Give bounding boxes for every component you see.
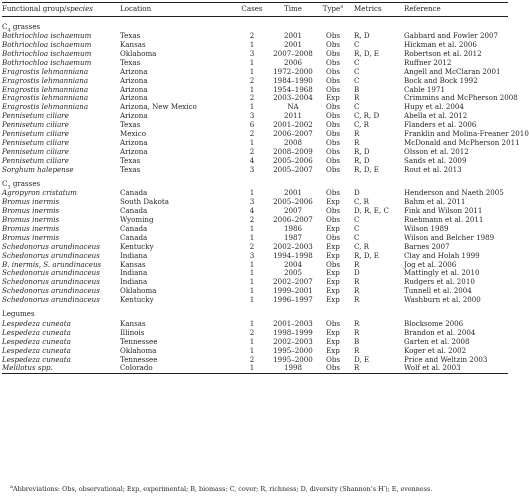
cell-time: 2001 [283,188,303,198]
cell-cases: 1 [249,57,255,67]
cell-species: Melilotus spp. [2,363,53,373]
cell-metrics: D, E [354,354,370,364]
cell-location: Colorado [120,363,153,373]
cell-reference: Barnes 2007 [404,241,450,251]
cell-type: Exp [326,93,340,103]
cell-metrics: R [354,345,360,355]
cell-species: Pennisetum ciliare [2,120,69,130]
group-row [2,305,508,320]
cell-type: Obs [326,319,340,329]
cell-cases: 1 [249,295,255,305]
cell-location: Canada [120,224,148,233]
cell-metrics: C, R [354,120,370,130]
cell-time: 1987 [283,232,303,242]
cell-reference: Price and Weltzin 2003 [404,354,488,364]
cell-metrics: R, D, E [354,48,379,58]
cell-location: Arizona [120,93,148,103]
cell-type: Obs [326,188,340,198]
cell-metrics: C [354,40,360,50]
cell-type: Obs [326,259,340,269]
group-label: $C_4$ grasses [2,21,41,33]
cell-species: Pennisetum ciliare [2,155,69,165]
cell-metrics: R [354,259,360,269]
cell-cases: 1 [249,188,255,198]
cell-species: Schedonorus arundinaceus [2,277,100,287]
cell-location: Texas [120,120,141,130]
cell-species: Lespedeza cuneata [2,336,71,346]
cell-metrics: B [354,336,360,346]
cell-cases: 1 [249,232,255,242]
cell-cases: 1 [249,286,255,296]
cell-location: Canada [120,232,148,242]
cell-time: 1998–1999 [273,327,313,337]
cell-reference: Crimmins and McPherson 2008 [404,93,518,103]
group-label: Legumes [2,309,35,319]
cell-species: Eragrostis lehmanniana [2,102,89,112]
cell-species: Lespedeza cuneata [2,327,71,337]
cell-type: Obs [326,40,340,50]
cell-cases: 1 [249,102,255,112]
cell-location: Indiana [120,250,148,260]
table-row [2,364,508,373]
cell-type: Exp [326,286,340,296]
cell-reference: Wilson 1989 [404,224,449,233]
cell-type: Obs [326,66,340,76]
cell-time: 1996–1997 [273,295,313,305]
cell-time: 1986 [283,224,303,233]
cell-time: 1994–1998 [273,250,313,260]
cell-type: Obs [326,146,340,156]
cell-type: Obs [326,31,340,41]
cell-time: 2001–2003 [273,319,313,329]
cell-time: 1999–2001 [273,286,313,296]
cell-reference: Wolf et al. 2003 [404,363,461,373]
cell-metrics: C [354,102,360,112]
cell-species: Eragrostis lehmanniana [2,66,89,76]
cell-reference: Hupy et al. 2004 [404,102,464,112]
cell-species: Schedonorus arundinaceus [2,286,100,296]
cell-type: Exp [326,241,340,251]
cell-species: Bromus inermis [2,215,60,225]
footnote: $^a$Abbreviations: Obs, observational; Exp, experimental; B, biomass; C, cover; R, richness; D, diversity (Shannon’s H′); E, evenness. [10,483,433,493]
cell-species: Eragrostis lehmanniana [2,84,89,94]
cell-location: Indiana [120,277,148,287]
cell-reference: Garten et al. 2008 [404,336,470,346]
cell-species: Pennisetum ciliare [2,146,69,156]
cell-time: 2004 [283,259,303,269]
cell-cases: 1 [249,40,255,50]
cell-metrics: R [354,137,360,147]
cell-location: Kansas [120,40,146,50]
cell-type: Obs [326,164,340,174]
cell-type: Exp [326,327,340,337]
cell-time: 1995–2000 [273,354,313,364]
cell-species: Lespedeza cuneata [2,354,71,364]
cell-metrics: R, D [354,146,370,156]
cell-metrics: R [354,277,360,287]
cell-metrics: D [354,268,360,278]
table-row [2,296,508,305]
cell-metrics: B [354,84,360,94]
cell-reference: Wilson and Belcher 1989 [404,232,495,242]
cell-cases: 2 [249,93,255,103]
header-type: Type$^a$ [322,3,344,14]
cell-species: B. inermis, S. arundinaceus [2,259,102,269]
cell-cases: 1 [249,137,255,147]
cell-species: Bromus inermis [2,224,60,233]
cell-species: Bromus inermis [2,232,60,242]
cell-type: Obs [326,354,340,364]
studies-table [2,2,529,374]
cell-type: Exp [326,345,340,355]
cell-metrics: C [354,224,360,233]
cell-location: Arizona [120,84,148,94]
cell-time: 2003–2004 [273,93,313,103]
cell-species: Pennisetum ciliare [2,111,69,121]
cell-cases: 2 [249,31,255,41]
cell-reference: Robertson et al. 2012 [404,48,482,58]
cell-type: Obs [326,137,340,147]
cell-type: Exp [326,277,340,287]
cell-metrics: C [354,57,360,67]
table-row [2,76,508,85]
cell-time: 2005–2006 [273,197,313,207]
cell-reference: Koger et al. 2002 [404,345,467,355]
cell-reference: Hickman et al. 2006 [404,40,477,50]
cell-time: NA [287,102,299,112]
cell-location: Kansas [120,319,146,329]
cell-time: 1995–2000 [273,345,313,355]
cell-species: Bromus inermis [2,206,60,216]
cell-cases: 1 [249,336,255,346]
cell-species: Schedonorus arundinaceus [2,250,100,260]
cell-reference: Tunnell et al. 2004 [404,286,472,296]
cell-location: Tennessee [120,336,158,346]
cell-reference: Clay and Holah 1999 [404,250,480,260]
cell-type: Exp [326,336,340,346]
cell-species: Schedonorus arundinaceus [2,268,100,278]
cell-species: Pennisetum ciliare [2,128,69,138]
cell-cases: 1 [249,277,255,287]
cell-type: Obs [326,363,340,373]
cell-location: Arizona [120,66,148,76]
cell-reference: Jog et al. 2006 [404,259,457,269]
cell-cases: 2 [249,327,255,337]
cell-cases: 2 [249,241,255,251]
cell-type: Exp [326,295,340,305]
cell-species: Eragrostis lehmanniana [2,75,89,85]
group-row [2,174,508,189]
cell-time: 2007 [283,206,303,216]
cell-metrics: R, D [354,31,370,41]
cell-time: 2006 [283,57,303,67]
cell-time: 2008 [283,137,303,147]
cell-reference: Olsson et al. 2012 [404,146,469,156]
cell-species: Sorghum halepense [2,164,74,174]
header-cases: Cases [241,4,263,14]
cell-reference: Bahm et al. 2011 [404,197,466,207]
cell-type: Obs [326,75,340,85]
cell-reference: Blocksome 2006 [404,319,464,329]
cell-reference: Henderson and Naeth 2005 [404,188,504,198]
cell-reference: Flanders et al. 2006 [404,120,477,130]
cell-species: Agropyron cristatum [2,188,77,198]
cell-cases: 4 [249,155,255,165]
cell-type: Obs [326,48,340,58]
cell-location: Arizona, New Mexico [120,102,197,112]
cell-cases: 2 [249,146,255,156]
cell-location: Illinois [120,327,145,337]
cell-reference: Ruffner 2012 [404,57,452,67]
cell-time: 2008–2009 [273,146,313,156]
cell-metrics: C, R, D [354,111,380,121]
cell-cases: 1 [249,319,255,329]
cell-cases: 3 [249,197,255,207]
cell-location: Texas [120,57,141,67]
cell-time: 2002–2007 [273,277,313,287]
cell-species: Bothriochloa ischaemum [2,40,92,50]
cell-location: Kansas [120,259,146,269]
cell-reference: Angell and McClaran 2001 [404,66,501,76]
cell-reference: Franklin and Molina-Freaner 2010 [404,128,529,138]
cell-species: Lespedeza cuneata [2,345,71,355]
cell-type: Obs [326,57,340,67]
cell-species: Bromus inermis [2,197,60,207]
cell-species: Lespedeza cuneata [2,319,71,329]
cell-metrics: C [354,66,360,76]
cell-location: Oklahoma [120,48,157,58]
cell-reference: McDonald and McPherson 2011 [404,137,520,147]
cell-location: Kentucky [120,241,154,251]
group-label: $C_3$ grasses [2,178,41,191]
cell-cases: 3 [249,111,255,121]
header-metrics: Metrics [354,4,382,14]
cell-cases: 1 [249,363,255,373]
cell-time: 2007–2008 [273,48,313,58]
cell-metrics: R, D, E [354,250,379,260]
cell-time: 2005–2007 [273,164,313,174]
cell-metrics: R [354,128,360,138]
cell-cases: 1 [249,259,255,269]
cell-metrics: R [354,295,360,305]
cell-metrics: C, R [354,197,370,207]
cell-reference: Washburn et al. 2000 [404,295,481,305]
cell-metrics: C [354,232,360,242]
header-time: Time [284,4,302,14]
cell-metrics: R, D, E [354,164,379,174]
cell-metrics: R [354,286,360,296]
cell-type: Obs [326,232,340,242]
cell-location: South Dakota [120,197,169,207]
cell-cases: 3 [249,48,255,58]
table-row [2,165,508,174]
header-row [2,3,508,17]
cell-time: 2002–2003 [273,241,313,251]
cell-time: 2006–2007 [273,128,313,138]
cell-reference: Abella et al. 2012 [404,111,468,121]
cell-location: Oklahoma [120,286,157,296]
cell-type: Exp [326,268,340,278]
cell-cases: 2 [249,354,255,364]
cell-reference: Fink and Wilson 2011 [404,206,483,216]
cell-cases: 2 [249,215,255,225]
cell-reference: Cable 1971 [404,84,445,94]
cell-location: Texas [120,164,141,174]
cell-reference: Rout et al. 2013 [404,164,462,174]
cell-type: Obs [326,128,340,138]
cell-reference: Sands et al. 2009 [404,155,467,165]
cell-time: 2001–2002 [273,120,313,130]
cell-location: Canada [120,206,148,216]
cell-cases: 2 [249,128,255,138]
cell-cases: 6 [249,120,255,130]
cell-species: Bothriochloa ischaemum [2,31,92,41]
cell-location: Oklahoma [120,345,157,355]
cell-species: Bothriochloa ischaemum [2,57,92,67]
cell-metrics: C [354,215,360,225]
cell-time: 1954–1968 [273,84,313,94]
cell-location: Texas [120,155,141,165]
cell-metrics: D, R, E, C [354,206,389,216]
header-species: Functional group/species [2,4,93,14]
cell-time: 2001 [283,40,303,50]
cell-type: Obs [326,120,340,130]
cell-location: Arizona [120,111,148,121]
cell-type: Obs [326,155,340,165]
cell-location: Indiana [120,268,148,278]
cell-type: Obs [326,102,340,112]
cell-time: 2005–2006 [273,155,313,165]
cell-cases: 1 [249,66,255,76]
header-location: Location [120,4,152,14]
cell-time: 2002–2003 [273,336,313,346]
cell-time: 2011 [283,111,303,121]
table-body [2,17,529,374]
cell-reference: Gabbard and Fowler 2007 [404,31,499,41]
cell-location: Canada [120,188,148,198]
cell-reference: Bock and Bock 1992 [404,75,478,85]
cell-cases: 4 [249,206,255,216]
cell-reference: Rudgers et al. 2010 [404,277,475,287]
cell-location: Kentucky [120,295,154,305]
cell-type: Obs [326,111,340,121]
cell-species: Bothriochloa ischaemum [2,48,92,58]
cell-metrics: C [354,75,360,85]
cell-type: Obs [326,206,340,216]
cell-location: Arizona [120,146,148,156]
cell-location: Arizona [120,75,148,85]
cell-location: Mexico [120,128,146,138]
cell-metrics: C, R [354,241,370,251]
cell-location: Arizona [120,137,148,147]
cell-metrics: R [354,93,360,103]
cell-time: 1998 [283,363,303,373]
cell-cases: 1 [249,345,255,355]
cell-location: Tennessee [120,354,158,364]
cell-type: Exp [326,250,340,260]
cell-metrics: R, D [354,155,370,165]
cell-reference: Ruehmann et al. 2011 [404,215,484,225]
cell-time: 2001 [283,31,303,41]
cell-location: Texas [120,31,141,41]
cell-type: Obs [326,215,340,225]
cell-cases: 3 [249,250,255,260]
cell-type: Exp [326,224,340,233]
cell-metrics: D [354,188,360,198]
cell-species: Pennisetum ciliare [2,137,69,147]
cell-type: Obs [326,84,340,94]
cell-species: Eragrostis lehmanniana [2,93,89,103]
cell-metrics: R [354,327,360,337]
cell-time: 2005 [283,268,303,278]
cell-time: 1972–2000 [273,66,313,76]
cell-cases: 1 [249,268,255,278]
header-reference: Reference [404,4,441,14]
cell-species: Schedonorus arundinaceus [2,241,100,251]
cell-reference: Mattingly et al. 2010 [404,268,480,278]
cell-cases: 2 [249,75,255,85]
cell-time: 2006–2007 [273,215,313,225]
cell-time: 1984–1990 [273,75,313,85]
cell-species: Schedonorus arundinaceus [2,295,100,305]
cell-reference: Brandon et al. 2004 [404,327,476,337]
cell-metrics: R [354,363,360,373]
cell-type: Exp [326,197,340,207]
cell-location: Wyoming [120,215,154,225]
cell-metrics: R [354,319,360,329]
group-row [2,17,508,33]
cell-cases: 1 [249,84,255,94]
cell-cases: 1 [249,224,255,233]
cell-cases: 3 [249,164,255,174]
